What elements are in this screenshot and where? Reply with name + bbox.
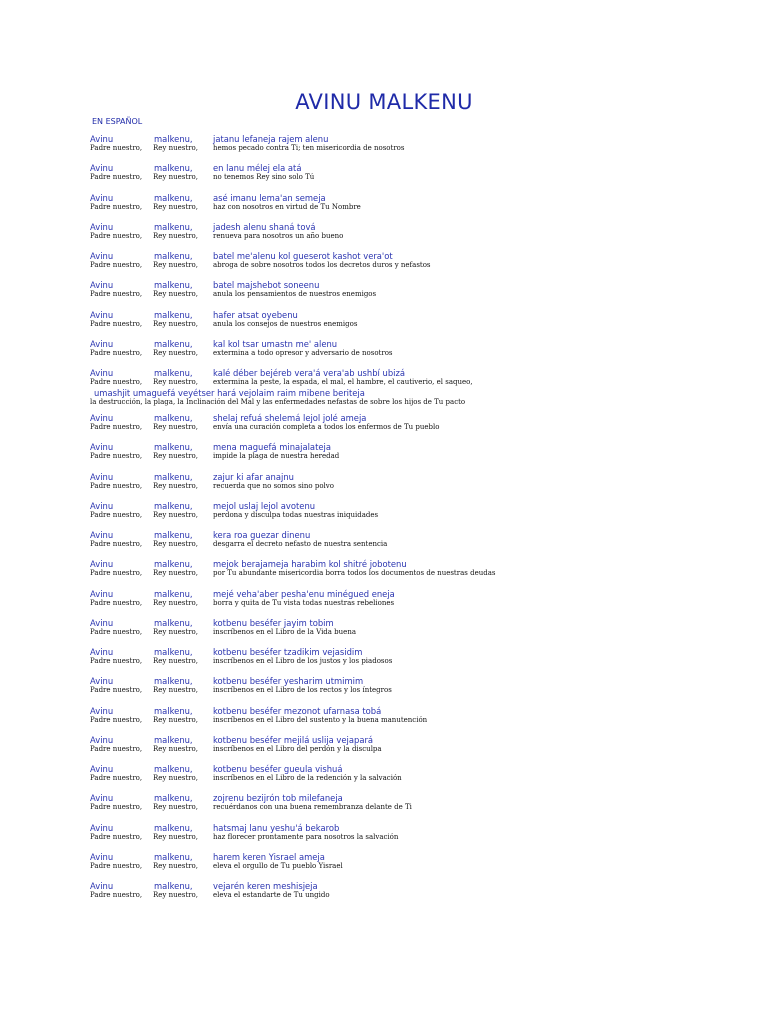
- spanish-word-rey: Rey nuestro,: [153, 202, 198, 211]
- spanish-word-padre: Padre nuestro,: [90, 715, 143, 724]
- spanish-word-rey: Rey nuestro,: [153, 803, 198, 812]
- verse-entry: [0, 647, 768, 676]
- verse-entry: [0, 310, 768, 339]
- hebrew-phrase: batel me'alenu kol gueserot kashot vera'ot: [213, 251, 393, 261]
- hebrew-word-malkenu: malkenu,: [154, 617, 193, 628]
- spanish-translation: inscríbenos en el Libro de la Vida buena: [213, 627, 356, 636]
- spanish-word-padre: Padre nuestro,: [90, 569, 143, 578]
- spanish-word-rey: Rey nuestro,: [153, 861, 198, 870]
- spanish-translation: haz con nosotros en virtud de Tu Nombre: [213, 202, 361, 211]
- spanish-word-rey: Rey nuestro,: [153, 598, 198, 607]
- hebrew-word-malkenu: malkenu,: [154, 280, 193, 291]
- spanish-word-padre: Padre nuestro,: [90, 657, 143, 665]
- spanish-translation: inscríbenos en el Libro del sustento y la buena manutención: [213, 715, 428, 724]
- spanish-word-rey: Rey nuestro,: [153, 261, 198, 269]
- verse-entry: [0, 251, 768, 280]
- hebrew-word-avinu: Avinu: [90, 192, 114, 203]
- spanish-translation: extermina la peste, la espada, el mal, el hambre, el cautiverio, el saqueo,: [213, 378, 473, 386]
- hebrew-word-malkenu: malkenu,: [154, 134, 193, 144]
- hebrew-word-malkenu: malkenu,: [154, 822, 193, 833]
- hebrew-phrase: hatsmaj lanu yeshu'á bekarob: [213, 822, 340, 833]
- hebrew-word-malkenu: malkenu,: [154, 338, 193, 349]
- hebrew-phrase: batel majshebot soneenu: [213, 280, 320, 291]
- verse-entry: [0, 280, 768, 309]
- spanish-word-padre: Padre nuestro,: [90, 290, 143, 299]
- hebrew-word-malkenu: malkenu,: [154, 192, 193, 203]
- verse-entry: [0, 442, 768, 471]
- hebrew-word-avinu: Avinu: [90, 221, 114, 232]
- spanish-word-rey: Rey nuestro,: [153, 319, 198, 328]
- hebrew-phrase: kotbenu beséfer jayim tobim: [213, 617, 334, 628]
- spanish-word-padre: Padre nuestro,: [90, 774, 143, 782]
- hebrew-phrase: en lanu mélej ela atá: [213, 163, 302, 174]
- verse-entry: [0, 764, 768, 793]
- spanish-word-padre: Padre nuestro,: [90, 744, 143, 753]
- hebrew-word-malkenu: malkenu,: [154, 309, 193, 320]
- verse-entry: [0, 339, 768, 368]
- spanish-translation: perdona y disculpa todas nuestras iniquidades: [213, 510, 379, 519]
- hebrew-word-avinu: Avinu: [90, 163, 114, 174]
- hebrew-word-malkenu: malkenu,: [154, 471, 193, 482]
- hebrew-phrase: zajur ki afar anajnu: [213, 471, 294, 482]
- verse-entry: [0, 501, 768, 530]
- hebrew-word-avinu: Avinu: [90, 280, 114, 291]
- hebrew-word-avinu: Avinu: [90, 588, 114, 599]
- hebrew-word-avinu: Avinu: [90, 442, 114, 453]
- spanish-word-padre: Padre nuestro,: [90, 378, 143, 386]
- verse-entry: [0, 530, 768, 559]
- verse-entry: [0, 472, 768, 501]
- hebrew-word-malkenu: malkenu,: [154, 705, 193, 716]
- hebrew-phrase: shelaj refuá shelemá lejol jolé ameja: [213, 413, 367, 423]
- spanish-word-rey: Rey nuestro,: [153, 891, 198, 899]
- spanish-word-rey: Rey nuestro,: [153, 832, 198, 841]
- hebrew-phrase: kera roa guezar dinenu: [213, 530, 311, 540]
- hebrew-word-malkenu: malkenu,: [154, 413, 193, 423]
- verse-entry: [0, 676, 768, 705]
- verse-entry: [0, 413, 768, 442]
- hebrew-word-avinu: Avinu: [90, 251, 114, 261]
- verse-entry: [0, 134, 768, 163]
- hebrew-word-malkenu: malkenu,: [154, 559, 193, 570]
- spanish-translation: no tenemos Rey sino solo Tú: [213, 173, 315, 182]
- hebrew-word-malkenu: malkenu,: [154, 368, 193, 378]
- hebrew-word-malkenu: malkenu,: [154, 588, 193, 599]
- spanish-translation: eleva el orgullo de Tu pueblo Yisrael: [213, 861, 343, 870]
- spanish-translation: inscríbenos en el Libro del perdón y la disculpa: [213, 744, 382, 753]
- spanish-translation-continued: la destrucción, la plaga, la Inclinación del Mal y las enfermedades nefastas de sobre los hijos de Tu pacto: [90, 398, 466, 406]
- hebrew-word-avinu: Avinu: [90, 705, 114, 716]
- spanish-translation: inscríbenos en el Libro de los rectos y los íntegros: [213, 686, 392, 695]
- hebrew-phrase: kalé déber bejéreb vera'á vera'ab ushbí ubizá: [213, 368, 405, 378]
- hebrew-word-avinu: Avinu: [90, 559, 114, 570]
- spanish-word-padre: Padre nuestro,: [90, 891, 143, 899]
- hebrew-word-malkenu: malkenu,: [154, 647, 193, 657]
- verse-entry: [0, 589, 768, 618]
- spanish-word-rey: Rey nuestro,: [153, 173, 198, 182]
- hebrew-word-avinu: Avinu: [90, 617, 114, 628]
- spanish-translation: por Tu abundante misericordia borra todos los documentos de nuestras deudas: [213, 569, 496, 578]
- entries-list: [0, 134, 768, 910]
- hebrew-word-avinu: Avinu: [90, 530, 114, 540]
- spanish-word-padre: Padre nuestro,: [90, 452, 143, 461]
- hebrew-word-malkenu: malkenu,: [154, 251, 193, 261]
- spanish-word-padre: Padre nuestro,: [90, 540, 143, 548]
- spanish-word-rey: Rey nuestro,: [153, 423, 198, 431]
- verse-entry: [0, 222, 768, 251]
- spanish-word-rey: Rey nuestro,: [153, 378, 198, 386]
- spanish-translation: borra y quita de Tu vista todas nuestras rebeliones: [213, 598, 395, 607]
- spanish-translation: inscríbenos en el Libro de los justos y los piadosos: [213, 657, 393, 665]
- hebrew-phrase: hafer atsat oyebenu: [213, 309, 298, 320]
- hebrew-word-malkenu: malkenu,: [154, 163, 193, 174]
- hebrew-word-avinu: Avinu: [90, 793, 114, 804]
- hebrew-word-malkenu: malkenu,: [154, 793, 193, 804]
- verse-entry: [0, 793, 768, 822]
- spanish-word-padre: Padre nuestro,: [90, 173, 143, 182]
- hebrew-word-avinu: Avinu: [90, 413, 114, 423]
- hebrew-phrase: kal kol tsar umastn me' alenu: [213, 338, 338, 349]
- hebrew-word-avinu: Avinu: [90, 647, 114, 657]
- spanish-word-rey: Rey nuestro,: [153, 774, 198, 782]
- hebrew-phrase: jatanu lefaneja rajem alenu: [213, 134, 329, 144]
- spanish-word-rey: Rey nuestro,: [153, 144, 198, 152]
- hebrew-phrase: mejé veha'aber pesha'enu minégued eneja: [213, 588, 395, 599]
- hebrew-word-malkenu: malkenu,: [154, 764, 193, 774]
- spanish-translation: eleva el estandarte de Tu ungido: [213, 891, 330, 899]
- verse-entry: [0, 559, 768, 588]
- page-subtitle: EN ESPAÑOL: [92, 117, 143, 126]
- spanish-word-rey: Rey nuestro,: [153, 657, 198, 665]
- spanish-word-rey: Rey nuestro,: [153, 231, 198, 240]
- hebrew-word-malkenu: malkenu,: [154, 500, 193, 511]
- verse-entry: [0, 618, 768, 647]
- hebrew-word-avinu: Avinu: [90, 309, 114, 320]
- hebrew-word-avinu: Avinu: [90, 368, 114, 378]
- spanish-word-padre: Padre nuestro,: [90, 481, 143, 490]
- hebrew-word-avinu: Avinu: [90, 338, 114, 349]
- spanish-translation: hemos pecado contra Ti; ten misericordia de nosotros: [213, 144, 405, 152]
- verse-entry: [0, 735, 768, 764]
- spanish-word-rey: Rey nuestro,: [153, 452, 198, 461]
- spanish-word-padre: Padre nuestro,: [90, 319, 143, 328]
- hebrew-phrase-continued: umashjit umaguefá veyétser hará vejolaim raim mibene beriteja: [94, 388, 365, 398]
- page-title: AVINU MALKENU: [295, 90, 473, 114]
- hebrew-word-avinu: Avinu: [90, 134, 114, 144]
- spanish-word-rey: Rey nuestro,: [153, 686, 198, 695]
- spanish-word-rey: Rey nuestro,: [153, 744, 198, 753]
- verse-entry: [0, 163, 768, 192]
- verse-entry: [0, 193, 768, 222]
- spanish-word-rey: Rey nuestro,: [153, 715, 198, 724]
- hebrew-word-malkenu: malkenu,: [154, 851, 193, 862]
- spanish-translation: extermina a todo opresor y adversario de nosotros: [213, 348, 393, 357]
- spanish-word-rey: Rey nuestro,: [153, 348, 198, 357]
- spanish-translation: desgarra el decreto nefasto de nuestra sentencia: [213, 540, 388, 548]
- spanish-word-padre: Padre nuestro,: [90, 261, 143, 269]
- hebrew-word-malkenu: malkenu,: [154, 881, 193, 891]
- hebrew-word-malkenu: malkenu,: [154, 530, 193, 540]
- spanish-translation: envía una curación completa a todos los enfermos de Tu pueblo: [213, 423, 440, 431]
- hebrew-phrase: asé imanu lema'an semeja: [213, 192, 326, 203]
- spanish-word-padre: Padre nuestro,: [90, 686, 143, 695]
- hebrew-word-avinu: Avinu: [90, 500, 114, 511]
- spanish-word-padre: Padre nuestro,: [90, 832, 143, 841]
- spanish-translation: anula los pensamientos de nuestros enemigos: [213, 290, 377, 299]
- spanish-word-padre: Padre nuestro,: [90, 144, 143, 152]
- hebrew-phrase: kotbenu beséfer mezonot ufarnasa tobá: [213, 705, 382, 716]
- hebrew-word-avinu: Avinu: [90, 471, 114, 482]
- verse-entry: [0, 706, 768, 735]
- spanish-translation: impide la plaga de nuestra heredad: [213, 452, 340, 461]
- hebrew-word-malkenu: malkenu,: [154, 442, 193, 453]
- hebrew-word-avinu: Avinu: [90, 881, 114, 891]
- verse-entry: [0, 823, 768, 852]
- spanish-word-rey: Rey nuestro,: [153, 540, 198, 548]
- spanish-translation: abroga de sobre nosotros todos los decretos duros y nefastos: [213, 261, 431, 269]
- spanish-translation: recuérdanos con una buena remembranza delante de Ti: [213, 803, 412, 812]
- spanish-translation: haz florecer prontamente para nosotros la salvación: [213, 832, 399, 841]
- hebrew-phrase: zojrenu bezijrón tob milefaneja: [213, 793, 343, 804]
- spanish-word-padre: Padre nuestro,: [90, 510, 143, 519]
- hebrew-phrase: kotbenu beséfer yesharim utmimim: [213, 676, 364, 687]
- hebrew-phrase: kotbenu beséfer gueula vishuá: [213, 764, 343, 774]
- hebrew-word-avinu: Avinu: [90, 676, 114, 687]
- hebrew-word-avinu: Avinu: [90, 822, 114, 833]
- hebrew-phrase: harem keren Yisrael ameja: [213, 851, 325, 862]
- hebrew-phrase: kotbenu beséfer tzadikim vejasidim: [213, 647, 363, 657]
- hebrew-word-malkenu: malkenu,: [154, 221, 193, 232]
- hebrew-word-avinu: Avinu: [90, 851, 114, 862]
- hebrew-phrase: vejarén keren meshisjeja: [213, 881, 318, 891]
- spanish-word-rey: Rey nuestro,: [153, 510, 198, 519]
- hebrew-phrase: jadesh alenu shaná tová: [213, 221, 316, 232]
- spanish-word-rey: Rey nuestro,: [153, 569, 198, 578]
- spanish-word-padre: Padre nuestro,: [90, 423, 143, 431]
- verse-entry: [0, 368, 768, 413]
- hebrew-word-malkenu: malkenu,: [154, 676, 193, 687]
- spanish-translation: inscríbenos en el Libro de la redención y la salvación: [213, 774, 402, 782]
- hebrew-phrase: mejol uslaj lejol avotenu: [213, 500, 316, 511]
- hebrew-phrase: kotbenu beséfer mejilá uslija vejapará: [213, 734, 374, 745]
- hebrew-phrase: mejok berajameja harabim kol shitré jobotenu: [213, 559, 407, 570]
- spanish-word-rey: Rey nuestro,: [153, 627, 198, 636]
- hebrew-word-malkenu: malkenu,: [154, 734, 193, 745]
- spanish-translation: recuerda que no somos sino polvo: [213, 481, 334, 490]
- hebrew-phrase: mena maguefá minajalateja: [213, 442, 331, 453]
- verse-entry: [0, 881, 768, 910]
- spanish-word-rey: Rey nuestro,: [153, 290, 198, 299]
- spanish-word-padre: Padre nuestro,: [90, 861, 143, 870]
- spanish-word-padre: Padre nuestro,: [90, 598, 143, 607]
- spanish-translation: renueva para nosotros un año bueno: [213, 231, 344, 240]
- spanish-translation: anula los consejos de nuestros enemigos: [213, 319, 358, 328]
- spanish-word-padre: Padre nuestro,: [90, 348, 143, 357]
- spanish-word-padre: Padre nuestro,: [90, 627, 143, 636]
- spanish-word-padre: Padre nuestro,: [90, 231, 143, 240]
- spanish-word-padre: Padre nuestro,: [90, 803, 143, 812]
- hebrew-word-avinu: Avinu: [90, 764, 114, 774]
- verse-entry: [0, 852, 768, 881]
- hebrew-word-avinu: Avinu: [90, 734, 114, 745]
- spanish-word-padre: Padre nuestro,: [90, 202, 143, 211]
- spanish-word-rey: Rey nuestro,: [153, 481, 198, 490]
